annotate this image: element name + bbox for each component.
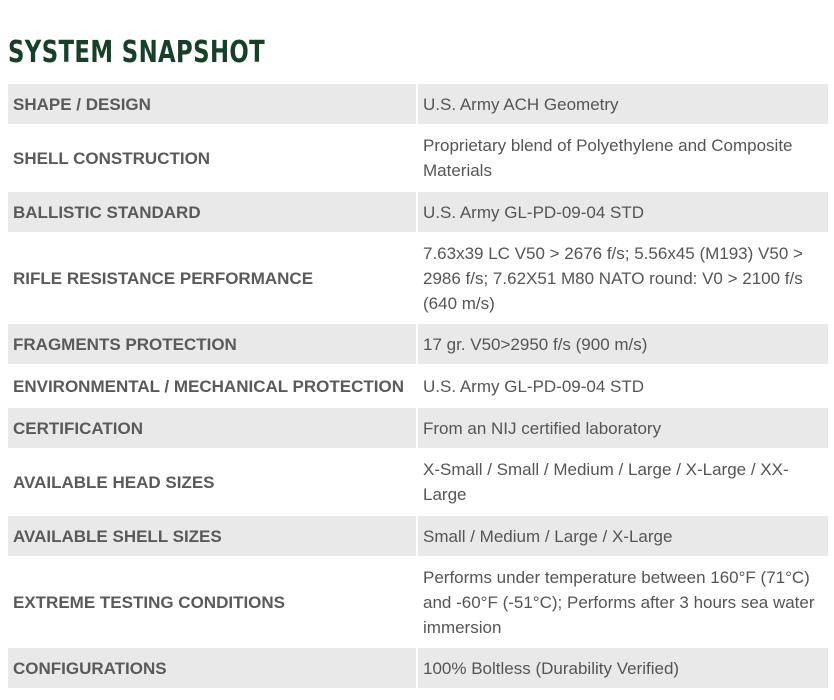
section-title: SYSTEM SNAPSHOT — [8, 35, 266, 70]
spec-value: Small / Medium / Large / X-Large — [418, 516, 828, 556]
spec-value: X-Small / Small / Medium / Large / X-Large / XX-Large — [418, 450, 828, 514]
spec-row-configurations — [8, 648, 828, 688]
spec-row-environmental-protection — [8, 366, 828, 406]
spec-value: Performs under temperature between 160°F (71°C) and -60°F (-51°C); Performs after 3 hours sea water immersion — [418, 558, 828, 646]
spec-label: BALLISTIC STANDARD — [8, 192, 416, 232]
spec-row-rifle-resistance — [8, 234, 828, 322]
spec-label: CONFIGURATIONS — [8, 648, 416, 688]
spec-value: From an NIJ certified laboratory — [418, 408, 828, 448]
spec-row-head-sizes — [8, 450, 828, 514]
spec-row-extreme-testing — [8, 558, 828, 646]
spec-row-shell-sizes — [8, 516, 828, 556]
spec-row-fragments-protection — [8, 324, 828, 364]
spec-value: U.S. Army GL-PD-09-04 STD — [418, 192, 828, 232]
spec-row-shell-construction — [8, 126, 828, 190]
spec-row-certification — [8, 408, 828, 448]
spec-label: EXTREME TESTING CONDITIONS — [8, 558, 416, 646]
spec-label: FRAGMENTS PROTECTION — [8, 324, 416, 364]
spec-label: SHAPE / DESIGN — [8, 84, 416, 124]
spec-value: U.S. Army ACH Geometry — [418, 84, 828, 124]
spec-value: 17 gr. V50>2950 f/s (900 m/s) — [418, 324, 828, 364]
spec-label: AVAILABLE HEAD SIZES — [8, 450, 416, 514]
spec-table — [6, 82, 830, 690]
spec-row-ballistic-standard — [8, 192, 828, 232]
spec-value: Proprietary blend of Polyethylene and Composite Materials — [418, 126, 828, 190]
spec-value: U.S. Army GL-PD-09-04 STD — [418, 366, 828, 406]
spec-label: RIFLE RESISTANCE PERFORMANCE — [8, 234, 416, 322]
spec-value: 100% Boltless (Durability Verified) — [418, 648, 828, 688]
spec-label: ENVIRONMENTAL / MECHANICAL PROTECTION — [8, 366, 416, 406]
spec-row-shape-design — [8, 84, 828, 124]
spec-label: SHELL CONSTRUCTION — [8, 126, 416, 190]
spec-label: CERTIFICATION — [8, 408, 416, 448]
spec-label: AVAILABLE SHELL SIZES — [8, 516, 416, 556]
spec-value: 7.63x39 LC V50 > 2676 f/s; 5.56x45 (M193) V50 > 2986 f/s; 7.62X51 M80 NATO round: V0 > 2100 f/s (640 m/s) — [418, 234, 828, 322]
